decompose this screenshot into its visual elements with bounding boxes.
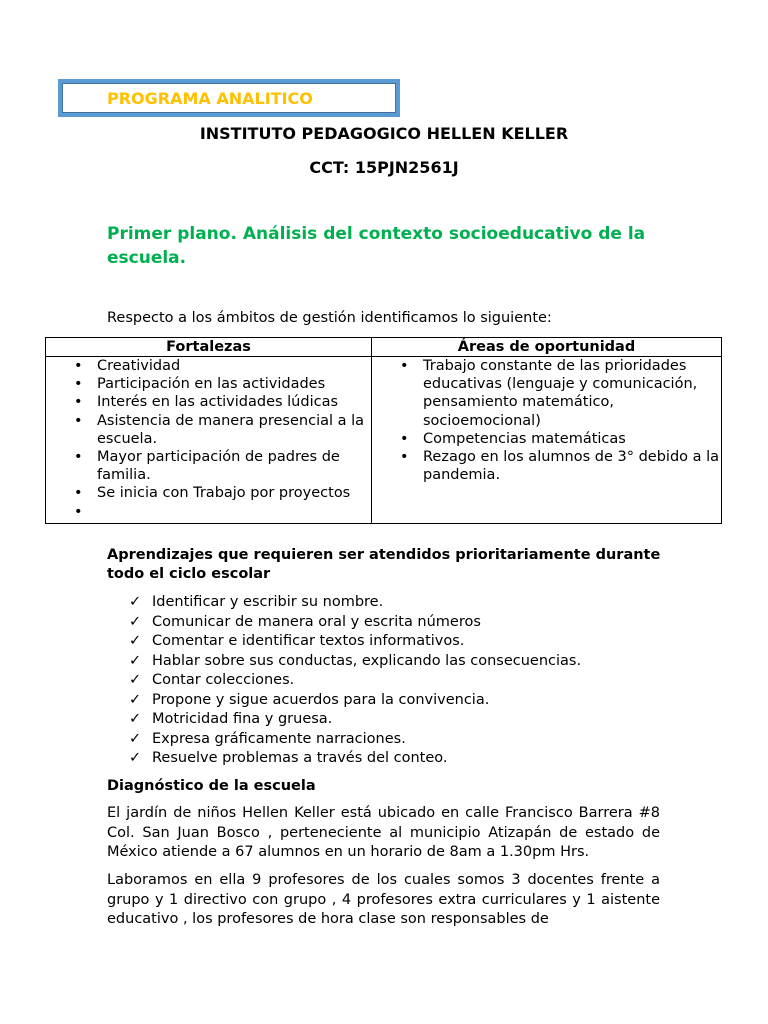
aprendizaje-text: Identificar y escribir su nombre. xyxy=(152,594,384,610)
fortaleza-item xyxy=(46,503,371,521)
table-row xyxy=(46,357,722,524)
aprendizaje-item xyxy=(107,749,581,769)
oportunidad-item: • Competencias matemáticas xyxy=(372,430,721,448)
fortalezas-cell xyxy=(46,357,372,524)
oportunidades-list xyxy=(372,357,721,484)
aprendizaje-text: Expresa gráficamente narraciones. xyxy=(152,730,406,747)
section-title: Primer plano. Análisis del contexto socioeducativo de la escuela. xyxy=(107,224,646,268)
check-icon: ✓ xyxy=(129,750,142,766)
fortaleza-item: • Creatividad xyxy=(46,357,371,375)
fortalezas-table xyxy=(45,337,722,524)
aprendizaje-item xyxy=(107,652,581,672)
aprendizaje-item xyxy=(107,691,581,711)
header-fortalezas: Fortalezas xyxy=(46,338,372,357)
aprendizaje-item xyxy=(107,632,581,652)
oportunidades-cell xyxy=(372,357,722,524)
aprendizaje-text: Comentar e identificar textos informativos. xyxy=(152,633,465,649)
program-title: PROGRAMA ANALITICO xyxy=(107,88,313,108)
check-icon: ✓ xyxy=(129,633,142,649)
aprendizaje-text: Motricidad fina y gruesa. xyxy=(152,711,333,727)
institute-name: INSTITUTO PEDAGOGICO HELLEN KELLER xyxy=(199,124,569,143)
aprendizaje-item xyxy=(107,593,581,613)
aprendizajes-title: Aprendizajes que requieren ser atendidos prioritariamente durante todo el ciclo escolar xyxy=(107,547,661,582)
oportunidad-item: • Rezago en los alumnos de 3° debido a la pandemia. xyxy=(372,448,721,484)
diagnostico-paragraph-2: Laboramos en ella 9 profesores de los cuales somos 3 docentes frente a grupo y 1 directivo con grupo , 4 profesores extra curriculares y 1 aistente educativo , los profesores de hora clase son responsables de xyxy=(107,872,660,927)
intro-text: Respecto a los ámbitos de gestión identificamos lo siguiente: xyxy=(107,310,552,326)
cct-code: CCT: 15PJN2561J xyxy=(309,158,459,177)
check-icon: ✓ xyxy=(129,613,142,630)
header-oportunidades: Áreas de oportunidad xyxy=(372,338,722,357)
aprendizaje-text: Resuelve problemas a través del conteo. xyxy=(152,750,448,766)
fortaleza-item: • Participación en las actividades xyxy=(46,375,371,393)
check-icon: ✓ xyxy=(129,672,142,688)
check-icon: ✓ xyxy=(129,730,142,747)
fortaleza-item: • Interés en las actividades lúdicas xyxy=(46,393,371,411)
aprendizaje-text: Comunicar de manera oral y escrita números xyxy=(152,613,481,630)
fortalezas-list xyxy=(46,357,371,521)
oportunidad-item: • Trabajo constante de las prioridades educativas (lenguaje y comunicación, pensamiento matemático, socioemocional) xyxy=(372,357,721,430)
fortaleza-item: • Asistencia de manera presencial a la escuela. xyxy=(46,412,371,448)
aprendizaje-item xyxy=(107,730,581,750)
aprendizaje-item xyxy=(107,671,581,691)
title-box-inner xyxy=(62,83,396,113)
aprendizaje-item xyxy=(107,613,581,633)
aprendizaje-text: Propone y sigue acuerdos para la convivencia. xyxy=(152,691,490,708)
table-header-row xyxy=(46,338,722,357)
check-icon: ✓ xyxy=(129,711,142,727)
aprendizajes-list xyxy=(107,593,581,769)
aprendizaje-item xyxy=(107,710,581,730)
fortaleza-item: • Se inicia con Trabajo por proyectos xyxy=(46,484,371,502)
check-icon: ✓ xyxy=(129,691,142,708)
check-icon: ✓ xyxy=(129,594,142,610)
fortaleza-item: • Mayor participación de padres de familia. xyxy=(46,448,371,484)
diagnostico-title: Diagnóstico de la escuela xyxy=(107,778,316,794)
title-box xyxy=(58,79,400,117)
diagnostico-paragraph-1: El jardín de niños Hellen Keller está ubicado en calle Francisco Barrera #8 Col. San Juan Bosco , perteneciente al municipio Atizapán de estado de México atiende a 67 alumnos en un horario de 8am a 1.30pm Hrs. xyxy=(107,805,660,860)
check-icon: ✓ xyxy=(129,652,142,669)
aprendizaje-text: Hablar sobre sus conductas, explicando las consecuencias. xyxy=(152,652,582,669)
aprendizaje-text: Contar colecciones. xyxy=(152,672,295,688)
